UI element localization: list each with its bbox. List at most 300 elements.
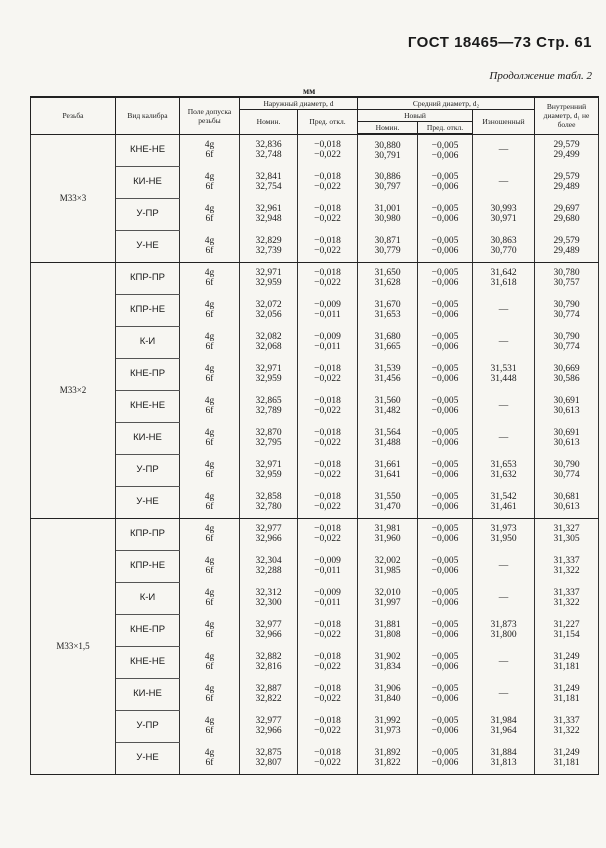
- middle-dev-cell-value: −0,006: [431, 406, 459, 416]
- table-row: [31, 518, 599, 550]
- worn-cell: [473, 390, 535, 422]
- worn-cell-value: 31,642: [490, 268, 517, 279]
- tolerance-cell: [180, 294, 240, 326]
- outer-nominal-cell-value: 32,068: [255, 342, 282, 352]
- worn-cell: [473, 358, 535, 390]
- middle-nominal-cell: [358, 486, 418, 518]
- middle-dev-cell-value: −0,005: [431, 460, 459, 470]
- gauge-type-cell: [116, 614, 180, 646]
- gauge-type-cell: [116, 198, 180, 230]
- worn-cell-value: 31,618: [490, 278, 517, 289]
- middle-dev-cell: [418, 326, 473, 358]
- inner-diameter-cell-value: 29,499: [553, 150, 580, 161]
- tolerance-cell-value: 6f: [205, 566, 214, 576]
- outer-dev-cell-value: −0,009: [314, 300, 341, 310]
- worn-cell: [473, 262, 535, 294]
- table-row: [31, 198, 599, 230]
- middle-nominal-cell-value: 30,791: [374, 150, 401, 161]
- outer-nominal-cell-value: 32,829: [255, 235, 282, 246]
- worn-cell-value: 31,542: [490, 491, 517, 502]
- tolerance-cell-value: 4g: [204, 747, 215, 758]
- inner-diameter-cell: [535, 134, 599, 166]
- inner-diameter-cell: [535, 742, 599, 774]
- tolerance-cell-value: 6f: [205, 534, 214, 545]
- worn-cell-value: 31,964: [490, 726, 517, 736]
- middle-dev-cell-value: −0,005: [431, 556, 459, 566]
- tolerance-cell: [180, 486, 240, 518]
- middle-dev-cell-value: −0,005: [431, 235, 459, 246]
- outer-dev-cell: [298, 710, 358, 742]
- inner-diameter-cell: [535, 166, 599, 198]
- col-outer-nominal: Номин.: [240, 110, 298, 135]
- middle-nominal-cell-value: 31,834: [374, 662, 401, 672]
- middle-dev-cell: [418, 614, 473, 646]
- middle-nominal-cell-value: 31,539: [374, 364, 401, 374]
- middle-dev-cell-value: −0,005: [431, 652, 459, 662]
- inner-diameter-cell-value: 31,305: [553, 534, 580, 545]
- inner-diameter-cell-value: 31,322: [553, 726, 580, 736]
- middle-nominal-cell: [358, 230, 418, 262]
- outer-nominal-cell: [240, 518, 298, 550]
- outer-nominal-cell: [240, 358, 298, 390]
- worn-cell: [473, 742, 535, 774]
- inner-diameter-cell-value: 30,586: [553, 374, 580, 384]
- gauge-type-cell: [116, 646, 180, 678]
- inner-diameter-cell-value: 30,774: [553, 342, 580, 352]
- outer-dev-cell: [298, 198, 358, 230]
- outer-dev-cell-value: −0,022: [314, 150, 341, 161]
- inner-diameter-cell-value: 31,337: [553, 556, 580, 566]
- middle-nominal-cell: [358, 614, 418, 646]
- middle-nominal-cell: [358, 646, 418, 678]
- middle-dev-cell: [418, 710, 473, 742]
- outer-nominal-cell: [240, 198, 298, 230]
- outer-nominal-cell: [240, 710, 298, 742]
- middle-nominal-cell-value: 31,665: [374, 342, 401, 352]
- outer-nominal-cell-value: 32,948: [255, 214, 282, 224]
- worn-cell-value: —: [498, 337, 509, 347]
- gauge-type-cell-value: У-НЕ: [136, 240, 159, 251]
- middle-dev-cell-value: −0,006: [431, 182, 459, 192]
- outer-nominal-cell-value: 32,858: [255, 491, 282, 502]
- outer-dev-cell-value: −0,018: [314, 491, 341, 502]
- middle-dev-cell-value: −0,006: [431, 757, 459, 768]
- tolerance-cell-value: 6f: [205, 150, 214, 161]
- worn-cell: [473, 710, 535, 742]
- middle-nominal-cell: [358, 582, 418, 614]
- inner-diameter-cell-value: 29,489: [553, 245, 580, 256]
- middle-nominal-cell-value: 32,002: [374, 556, 401, 566]
- middle-nominal-cell-value: 31,488: [374, 438, 401, 448]
- middle-dev-cell-value: −0,006: [431, 726, 459, 736]
- outer-nominal-cell-value: 32,312: [255, 588, 282, 598]
- middle-nominal-cell-value: 31,653: [374, 310, 401, 320]
- tolerance-cell-value: 4g: [204, 588, 215, 598]
- gauge-type-cell: [116, 486, 180, 518]
- middle-nominal-cell-value: 30,980: [374, 214, 401, 224]
- middle-dev-cell: [418, 294, 473, 326]
- middle-dev-cell-value: −0,006: [431, 598, 459, 608]
- inner-diameter-cell: [535, 710, 599, 742]
- outer-nominal-cell-value: 32,966: [255, 726, 282, 736]
- thread-cell-value: M33×1,5: [56, 641, 90, 651]
- middle-nominal-cell: [358, 710, 418, 742]
- worn-cell-value: —: [498, 657, 509, 667]
- worn-cell-value: 31,950: [490, 534, 517, 545]
- middle-nominal-cell-value: 30,871: [374, 235, 401, 246]
- tolerance-cell: [180, 166, 240, 198]
- tolerance-cell-value: 4g: [204, 364, 215, 374]
- outer-dev-cell: [298, 582, 358, 614]
- middle-dev-cell-value: −0,005: [431, 332, 459, 342]
- tolerance-cell-value: 4g: [204, 396, 215, 406]
- outer-nominal-cell-value: 32,072: [255, 300, 282, 310]
- table-row: [31, 134, 599, 166]
- outer-dev-cell: [298, 678, 358, 710]
- inner-diameter-cell-value: 30,780: [553, 268, 580, 279]
- outer-dev-cell-value: −0,018: [314, 140, 341, 151]
- outer-dev-cell-value: −0,022: [314, 757, 341, 768]
- inner-diameter-cell: [535, 390, 599, 422]
- outer-nominal-cell-value: 32,959: [255, 374, 282, 384]
- outer-nominal-cell-value: 32,300: [255, 598, 282, 608]
- inner-diameter-cell-value: 30,613: [553, 438, 580, 448]
- inner-diameter-cell: [535, 614, 599, 646]
- outer-nominal-cell-value: 32,971: [255, 364, 282, 374]
- middle-nominal-cell-value: 31,840: [374, 694, 401, 704]
- tolerance-cell-value: 4g: [204, 235, 215, 246]
- gauge-type-cell: [116, 742, 180, 774]
- gauge-type-cell-value: КПР-НЕ: [129, 304, 166, 315]
- outer-dev-cell: [298, 358, 358, 390]
- tolerance-cell: [180, 454, 240, 486]
- tolerance-cell-value: 6f: [205, 501, 214, 512]
- outer-nominal-cell-value: 32,822: [255, 694, 282, 704]
- outer-nominal-cell: [240, 262, 298, 294]
- middle-dev-cell: [418, 582, 473, 614]
- middle-dev-cell: [418, 454, 473, 486]
- middle-dev-cell-value: −0,005: [431, 300, 459, 310]
- middle-nominal-cell: [358, 550, 418, 582]
- outer-dev-cell: [298, 134, 358, 166]
- inner-diameter-cell-value: 30,691: [553, 428, 580, 438]
- tolerance-cell: [180, 262, 240, 294]
- outer-dev-cell-value: −0,011: [314, 310, 341, 320]
- tolerance-cell-value: 4g: [204, 556, 215, 566]
- inner-diameter-cell-value: 31,181: [553, 757, 580, 768]
- middle-dev-cell: [418, 486, 473, 518]
- tolerance-cell-value: 4g: [204, 172, 215, 182]
- tolerance-cell: [180, 390, 240, 422]
- outer-nominal-cell-value: 32,807: [255, 757, 282, 768]
- middle-dev-cell-value: −0,005: [431, 396, 459, 406]
- tolerance-cell-value: 6f: [205, 757, 214, 768]
- middle-nominal-cell: [358, 742, 418, 774]
- outer-dev-cell-value: −0,018: [314, 747, 341, 758]
- thread-cell-value: M33×2: [59, 385, 87, 395]
- middle-nominal-cell: [358, 358, 418, 390]
- outer-nominal-cell-value: 32,082: [255, 332, 282, 342]
- middle-nominal-cell: [358, 294, 418, 326]
- outer-dev-cell-value: −0,009: [314, 556, 341, 566]
- outer-nominal-cell: [240, 678, 298, 710]
- outer-nominal-cell-value: 32,865: [255, 396, 282, 406]
- tolerance-cell-value: 6f: [205, 278, 214, 289]
- outer-dev-cell: [298, 326, 358, 358]
- outer-dev-cell-value: −0,022: [314, 470, 341, 480]
- middle-dev-cell-value: −0,006: [431, 150, 459, 161]
- outer-nominal-cell-value: 32,875: [255, 747, 282, 758]
- worn-cell: [473, 518, 535, 550]
- middle-nominal-cell-value: 32,010: [374, 588, 401, 598]
- gauge-type-cell: [116, 166, 180, 198]
- middle-dev-cell-value: −0,006: [431, 534, 459, 545]
- outer-nominal-cell-value: 32,780: [255, 501, 282, 512]
- outer-dev-cell-value: −0,018: [314, 652, 341, 662]
- middle-nominal-cell-value: 31,641: [374, 470, 401, 480]
- tolerance-cell: [180, 646, 240, 678]
- middle-dev-cell-value: −0,005: [431, 588, 459, 598]
- gauge-type-cell-value: КИ-НЕ: [133, 688, 162, 699]
- worn-cell: [473, 486, 535, 518]
- tolerance-cell: [180, 582, 240, 614]
- outer-dev-cell-value: −0,018: [314, 716, 341, 726]
- outer-dev-cell-value: −0,022: [314, 534, 341, 545]
- table-row: [31, 326, 599, 358]
- inner-diameter-cell: [535, 326, 599, 358]
- middle-dev-cell: [418, 422, 473, 454]
- worn-cell-value: —: [498, 177, 509, 187]
- col-new: Новый: [358, 110, 473, 122]
- unit-label: мм: [303, 86, 316, 96]
- middle-nominal-cell-value: 31,001: [374, 204, 401, 214]
- table-row: [31, 454, 599, 486]
- worn-cell-value: 31,813: [490, 757, 517, 768]
- gauge-type-cell-value: КПР-НЕ: [129, 560, 166, 571]
- middle-nominal-cell-value: 31,997: [374, 598, 401, 608]
- inner-diameter-cell-value: 30,790: [553, 300, 580, 310]
- middle-dev-cell: [418, 134, 473, 166]
- outer-nominal-cell: [240, 166, 298, 198]
- inner-diameter-cell: [535, 358, 599, 390]
- outer-dev-cell-value: −0,018: [314, 235, 341, 246]
- outer-dev-cell: [298, 550, 358, 582]
- inner-diameter-cell-value: 31,322: [553, 566, 580, 576]
- table-row: [31, 390, 599, 422]
- outer-nominal-cell: [240, 230, 298, 262]
- worn-cell-value: —: [498, 689, 509, 699]
- gauge-type-cell-value: КИ-НЕ: [133, 432, 162, 443]
- inner-diameter-cell-value: 30,613: [553, 501, 580, 512]
- middle-dev-cell-value: −0,006: [431, 310, 459, 320]
- middle-dev-cell-value: −0,006: [431, 374, 459, 384]
- tolerance-cell-value: 4g: [204, 620, 215, 630]
- outer-dev-cell-value: −0,018: [314, 428, 341, 438]
- middle-nominal-cell-value: 31,985: [374, 566, 401, 576]
- outer-dev-cell: [298, 646, 358, 678]
- outer-nominal-cell-value: 32,304: [255, 556, 282, 566]
- worn-cell-value: 31,873: [490, 620, 517, 630]
- middle-dev-cell-value: −0,005: [431, 684, 459, 694]
- middle-nominal-cell: [358, 518, 418, 550]
- continuation-note: Продолжение табл. 2: [489, 70, 592, 82]
- col-inner-diameter: Внутренний диаметр, d₁ не более: [535, 97, 599, 134]
- inner-diameter-cell: [535, 454, 599, 486]
- worn-cell-value: —: [498, 561, 509, 571]
- inner-diameter-cell: [535, 422, 599, 454]
- gauge-type-cell-value: У-ПР: [136, 464, 159, 475]
- tolerance-cell-value: 4g: [204, 428, 215, 438]
- outer-nominal-cell: [240, 390, 298, 422]
- outer-nominal-cell: [240, 454, 298, 486]
- middle-dev-cell: [418, 166, 473, 198]
- worn-cell-value: 31,984: [490, 716, 517, 726]
- worn-cell: [473, 198, 535, 230]
- middle-dev-cell-value: −0,006: [431, 630, 459, 640]
- inner-diameter-cell: [535, 550, 599, 582]
- outer-dev-cell-value: −0,011: [314, 342, 341, 352]
- worn-cell-value: 30,863: [490, 235, 517, 246]
- outer-dev-cell: [298, 486, 358, 518]
- tolerance-cell-value: 4g: [204, 204, 215, 214]
- worn-cell-value: —: [498, 305, 509, 315]
- gauge-type-cell: [116, 390, 180, 422]
- outer-nominal-cell-value: 32,754: [255, 182, 282, 192]
- inner-diameter-cell-value: 29,697: [553, 204, 580, 214]
- outer-nominal-cell: [240, 134, 298, 166]
- worn-cell-value: 31,461: [490, 501, 517, 512]
- inner-diameter-cell-value: 30,757: [553, 278, 580, 289]
- col-thread: Резьба: [31, 97, 116, 134]
- outer-dev-cell-value: −0,022: [314, 245, 341, 256]
- outer-nominal-cell-value: 32,977: [255, 524, 282, 535]
- middle-dev-cell-value: −0,005: [431, 172, 459, 182]
- tolerance-cell-value: 6f: [205, 310, 214, 320]
- col-gauge-type: Вид калибра: [116, 97, 180, 134]
- worn-cell-value: 31,632: [490, 470, 517, 480]
- gauge-type-cell-value: КИ-НЕ: [133, 176, 162, 187]
- outer-nominal-cell-value: 32,959: [255, 470, 282, 480]
- worn-cell: [473, 422, 535, 454]
- middle-nominal-cell: [358, 390, 418, 422]
- middle-nominal-cell-value: 30,779: [374, 245, 401, 256]
- outer-dev-cell-value: −0,009: [314, 332, 341, 342]
- tolerance-cell: [180, 358, 240, 390]
- inner-diameter-cell-value: 29,579: [553, 235, 580, 246]
- worn-cell: [473, 550, 535, 582]
- middle-dev-cell-value: −0,005: [431, 204, 459, 214]
- inner-diameter-cell: [535, 198, 599, 230]
- middle-dev-cell: [418, 550, 473, 582]
- inner-diameter-cell-value: 30,669: [553, 364, 580, 374]
- table-row: [31, 710, 599, 742]
- middle-nominal-cell: [358, 166, 418, 198]
- tolerance-cell-value: 6f: [205, 182, 214, 192]
- table-row: [31, 166, 599, 198]
- tolerance-cell-value: 4g: [204, 716, 215, 726]
- gauge-type-cell: [116, 454, 180, 486]
- table-row: [31, 614, 599, 646]
- middle-nominal-cell-value: 31,628: [374, 278, 401, 289]
- outer-dev-cell-value: −0,022: [314, 662, 341, 672]
- outer-dev-cell: [298, 422, 358, 454]
- outer-dev-cell-value: −0,011: [314, 598, 341, 608]
- middle-nominal-cell-value: 31,960: [374, 534, 401, 545]
- middle-dev-cell-value: −0,006: [431, 501, 459, 512]
- middle-dev-cell: [418, 742, 473, 774]
- middle-nominal-cell-value: 31,482: [374, 406, 401, 416]
- tolerance-cell-value: 4g: [204, 140, 215, 151]
- thread-cell: [31, 518, 116, 774]
- tolerance-cell-value: 4g: [204, 460, 215, 470]
- gauge-type-cell: [116, 262, 180, 294]
- tolerance-cell: [180, 326, 240, 358]
- middle-nominal-cell: [358, 198, 418, 230]
- middle-nominal-cell-value: 30,886: [374, 172, 401, 182]
- middle-dev-cell-value: −0,005: [431, 491, 459, 502]
- outer-dev-cell-value: −0,022: [314, 374, 341, 384]
- outer-dev-cell-value: −0,018: [314, 204, 341, 214]
- middle-dev-cell: [418, 358, 473, 390]
- outer-nominal-cell-value: 32,288: [255, 566, 282, 576]
- outer-nominal-cell: [240, 742, 298, 774]
- col-middle-dev: Пред. откл.: [418, 122, 473, 135]
- inner-diameter-cell-value: 31,181: [553, 694, 580, 704]
- gauge-type-cell: [116, 230, 180, 262]
- gauge-type-cell-value: У-ПР: [136, 720, 159, 731]
- page-header: ГОСТ 18465—73 Стр. 61: [407, 34, 592, 51]
- inner-diameter-cell-value: 31,181: [553, 662, 580, 672]
- worn-cell-value: 31,531: [490, 364, 517, 374]
- tolerance-cell-value: 4g: [204, 684, 215, 694]
- middle-nominal-cell-value: 31,550: [374, 491, 401, 502]
- outer-nominal-cell-value: 32,971: [255, 460, 282, 470]
- outer-nominal-cell-value: 32,841: [255, 172, 282, 182]
- middle-nominal-cell-value: 31,808: [374, 630, 401, 640]
- inner-diameter-cell-value: 31,327: [553, 524, 580, 535]
- table-row: [31, 550, 599, 582]
- middle-dev-cell: [418, 390, 473, 422]
- middle-dev-cell-value: −0,005: [431, 140, 459, 151]
- outer-nominal-cell-value: 32,870: [255, 428, 282, 438]
- table-row: [31, 358, 599, 390]
- middle-nominal-cell-value: 31,661: [374, 460, 401, 470]
- worn-cell: [473, 614, 535, 646]
- middle-dev-cell: [418, 646, 473, 678]
- tolerance-cell: [180, 230, 240, 262]
- outer-dev-cell: [298, 294, 358, 326]
- outer-dev-cell-value: −0,022: [314, 182, 341, 192]
- inner-diameter-cell-value: 31,322: [553, 598, 580, 608]
- tolerance-cell: [180, 742, 240, 774]
- tolerance-cell-value: 4g: [204, 524, 215, 535]
- middle-nominal-cell: [358, 422, 418, 454]
- outer-nominal-cell-value: 32,959: [255, 278, 282, 289]
- table-row: [31, 486, 599, 518]
- worn-cell: [473, 326, 535, 358]
- col-outer-dev: Пред. откл.: [298, 110, 358, 135]
- middle-nominal-cell-value: 31,560: [374, 396, 401, 406]
- inner-diameter-cell-value: 31,337: [553, 588, 580, 598]
- middle-dev-cell: [418, 518, 473, 550]
- tolerance-cell-value: 4g: [204, 332, 215, 342]
- middle-dev-cell: [418, 230, 473, 262]
- worn-cell: [473, 134, 535, 166]
- tolerance-cell: [180, 678, 240, 710]
- worn-cell: [473, 646, 535, 678]
- inner-diameter-cell-value: 30,774: [553, 310, 580, 320]
- tolerance-cell-value: 6f: [205, 406, 214, 416]
